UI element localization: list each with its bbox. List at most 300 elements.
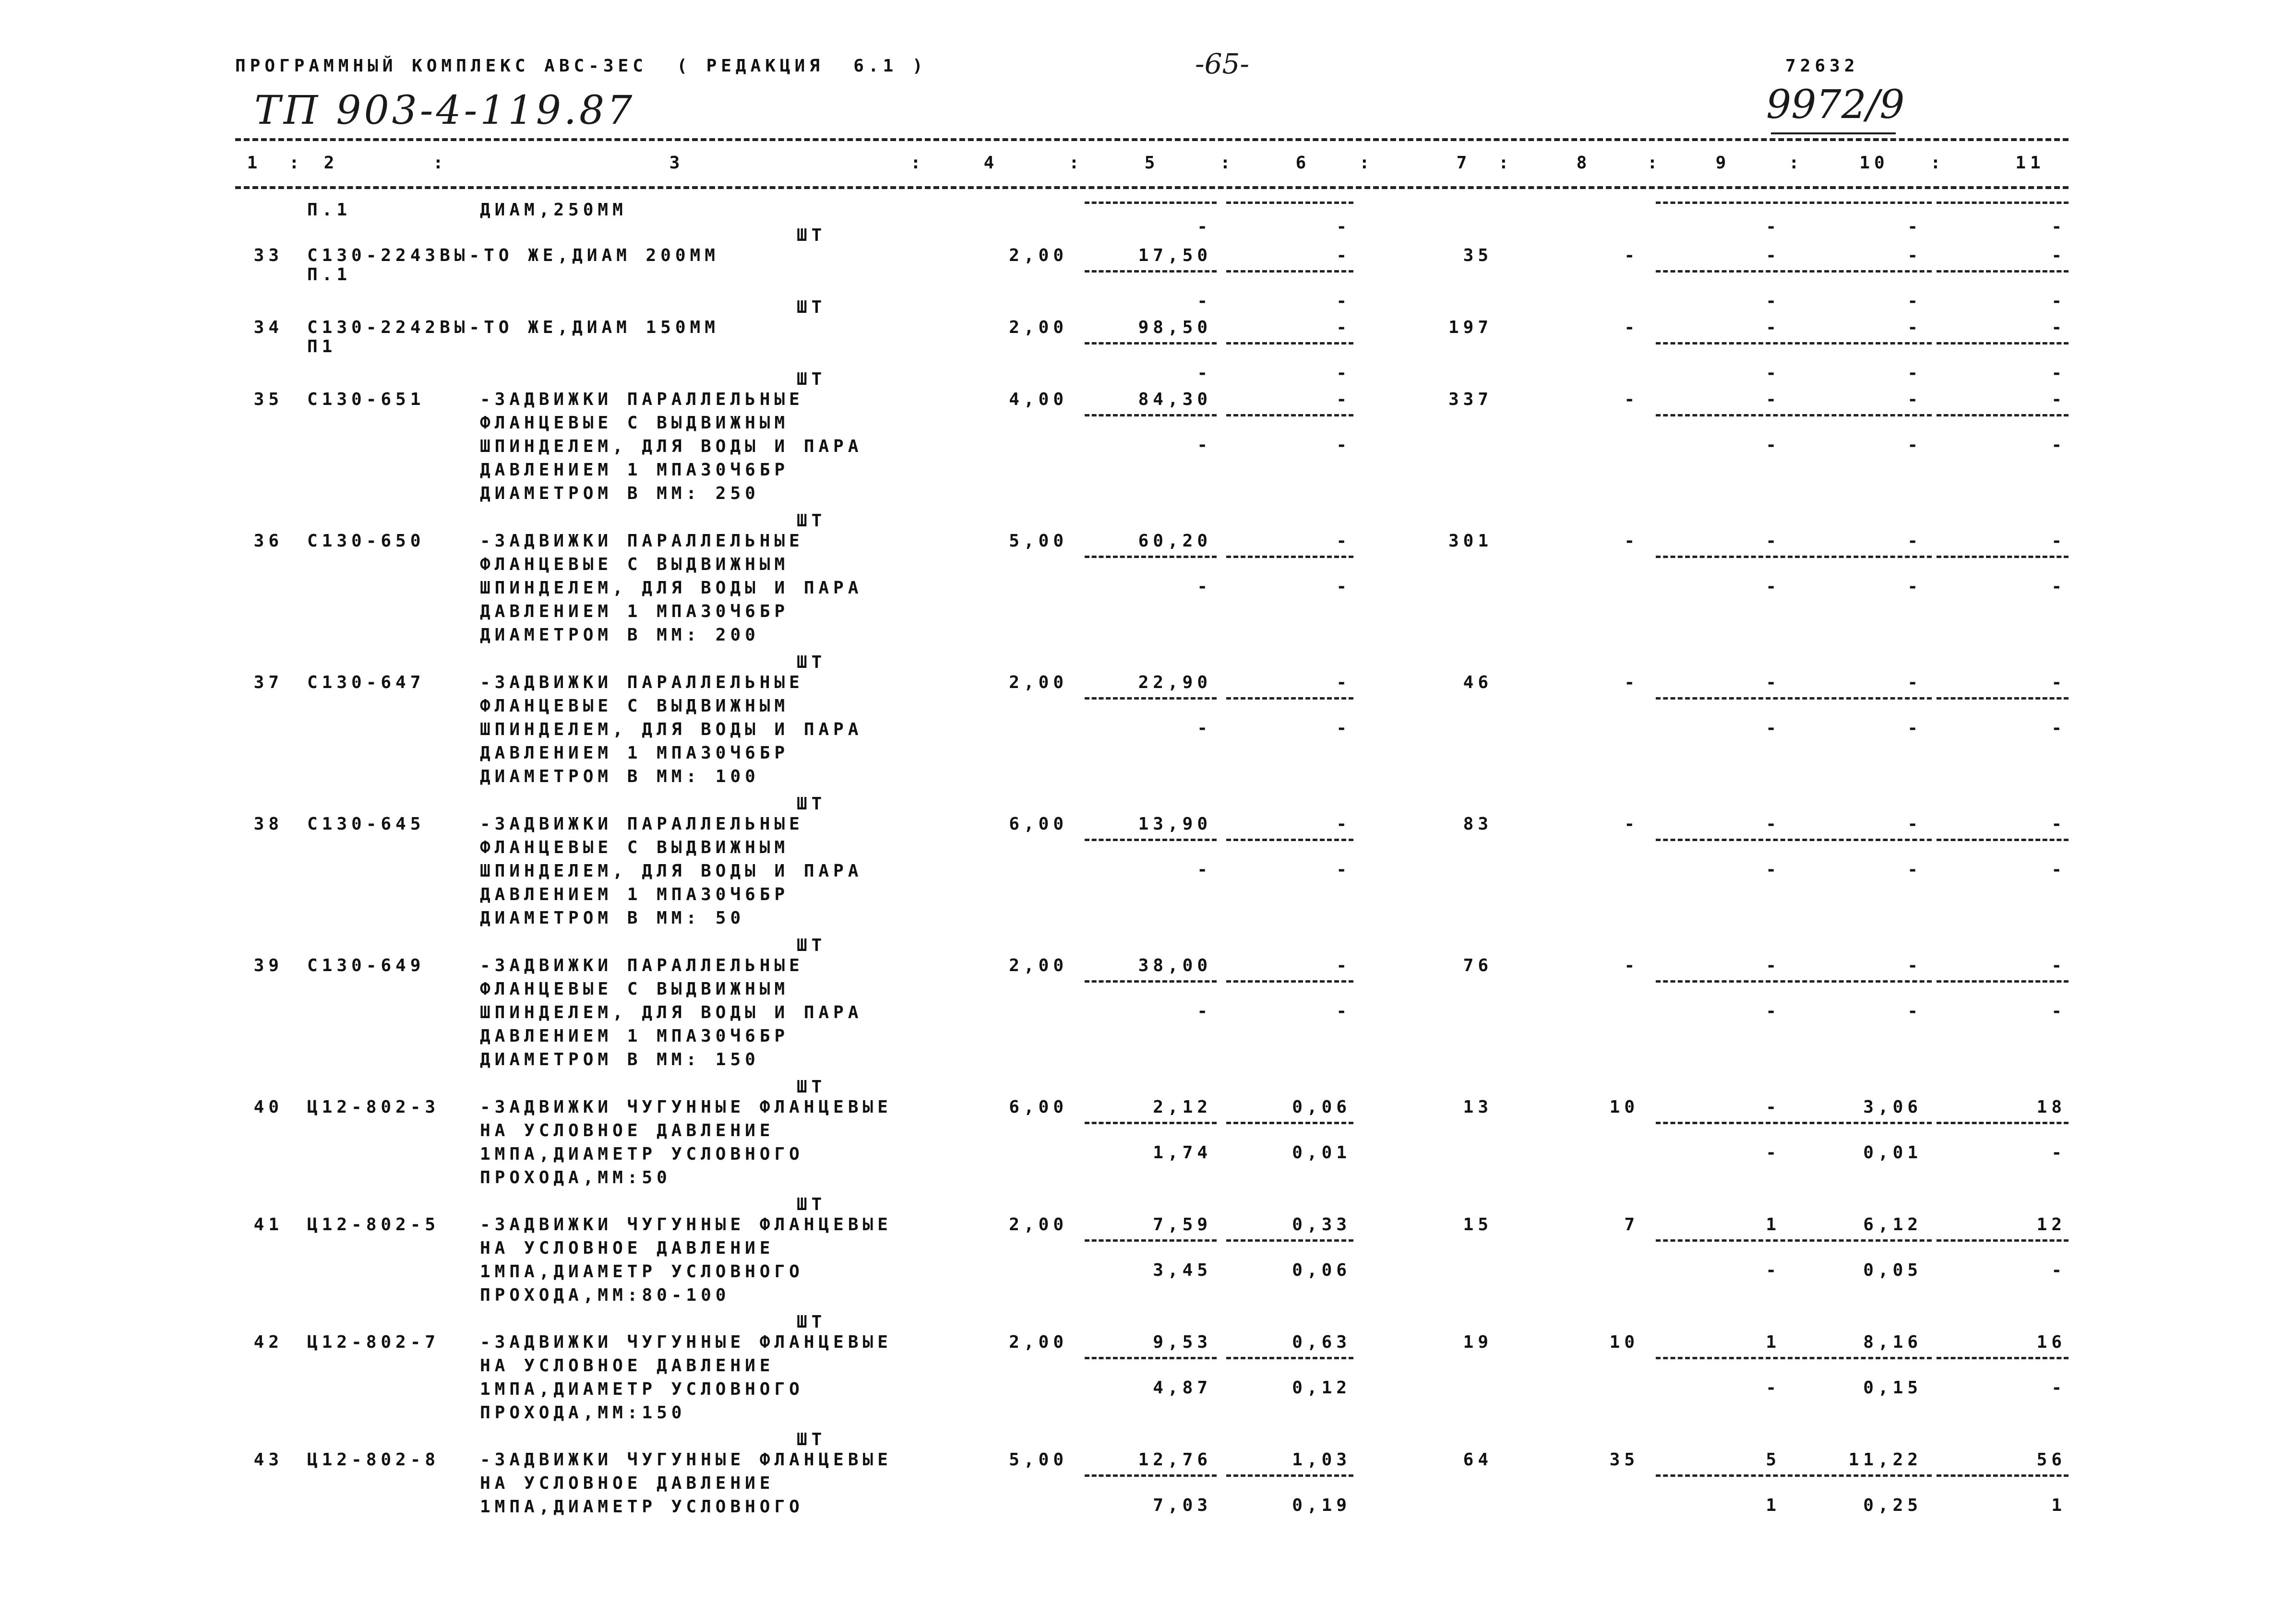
row-description-line: ФЛАНЦЕВЫЕ С ВЫДВИЖНЫМ (480, 838, 789, 857)
cell-quantity: 4,00 (1009, 390, 1068, 409)
column-separator: : (1930, 153, 1945, 173)
cell-col6: 0,63 (1292, 1332, 1351, 1352)
row-number: 33 (253, 246, 283, 265)
cell-col11-secondary: - (2051, 217, 2066, 237)
cell-divider-c6 (1226, 980, 1353, 983)
cell-divider-c11 (1937, 697, 2069, 700)
cell-col9: - (1766, 318, 1781, 337)
cell-col9-secondary: - (1766, 217, 1781, 237)
column-separator: : (1498, 153, 1513, 173)
cell-col11-secondary: - (2051, 1260, 2066, 1280)
column-header-6: 6 (1295, 153, 1311, 173)
row-description-line: 1МПА,ДИАМЕТР УСЛОВНОГО (480, 1379, 804, 1399)
cell-col5-secondary: - (1197, 1001, 1212, 1021)
row-number: 39 (253, 956, 283, 975)
cell-col8: 35 (1609, 1450, 1639, 1470)
cell-col5-secondary: 3,45 (1153, 1260, 1212, 1280)
cell-col5: 13,90 (1138, 814, 1212, 834)
row-description-line: ШПИНДЕЛЕМ, ДЛЯ ВОДЫ И ПАРА (480, 720, 863, 739)
row-description-line: НА УСЛОВНОЕ ДАВЛЕНИЕ (480, 1473, 775, 1493)
row-description-line: ПРОХОДА,ММ:80-100 (480, 1285, 730, 1305)
cell-col10-secondary: 0,25 (1863, 1496, 1922, 1515)
row-number: 37 (253, 673, 283, 692)
cell-quantity: 5,00 (1009, 1450, 1068, 1470)
cell-col8: - (1624, 318, 1639, 337)
cell-divider-c11 (1937, 1122, 2069, 1124)
cell-col10-secondary: - (1907, 1001, 1922, 1021)
cell-divider-c10 (1795, 414, 1932, 416)
cell-col9-secondary: - (1766, 718, 1781, 738)
cell-divider-c9 (1656, 1122, 1793, 1124)
row-description-line: ПРОХОДА,ММ:50 (480, 1168, 671, 1188)
cell-col7: 13 (1463, 1097, 1493, 1117)
column-separator: : (1789, 153, 1804, 173)
cell-divider-c9 (1656, 556, 1793, 558)
cell-col5-secondary: - (1197, 217, 1212, 237)
cell-divider-c11 (1937, 839, 2069, 841)
cell-col10: - (1907, 956, 1922, 975)
row-code: Ц12-802-5 (307, 1215, 440, 1235)
cell-col10: - (1907, 814, 1922, 834)
row-description-line: НА УСЛОВНОЕ ДАВЛЕНИЕ (480, 1121, 775, 1140)
cell-divider-c11 (1937, 980, 2069, 983)
cell-col11: - (2051, 531, 2066, 551)
cell-col7: 197 (1448, 318, 1493, 337)
cell-col6: - (1336, 390, 1351, 409)
cell-col5-secondary: - (1197, 435, 1212, 455)
cell-col5-secondary: - (1197, 577, 1212, 596)
cell-col8: - (1624, 531, 1639, 551)
cell-divider-c9 (1656, 839, 1793, 841)
cell-divider-c5 (1085, 697, 1217, 700)
row-description-line: 1МПА,ДИАМЕТР УСЛОВНОГО (480, 1144, 804, 1164)
row-code: С130-650 (307, 531, 425, 551)
cell-divider-c9 (1656, 414, 1793, 416)
row-code: С130-2243ВЫ-ТО ЖЕ,ДИАМ 200ММ (307, 246, 719, 265)
unit-label: ШТ (797, 794, 826, 814)
cell-divider-c11 (1937, 202, 2069, 204)
cell-divider-c10 (1795, 1239, 1932, 1242)
cell-col7: 46 (1463, 673, 1493, 692)
row-description-line: -ЗАДВИЖКИ ПАРАЛЛЕЛЬНЫЕ (480, 673, 804, 692)
row-number: 38 (253, 814, 283, 834)
cell-col5-secondary: - (1197, 291, 1212, 311)
page-number: -65- (1195, 48, 1249, 80)
project-code: ТП 903-4-119.87 (254, 88, 635, 133)
cell-col6: - (1336, 673, 1351, 692)
cell-col6-secondary: - (1336, 291, 1351, 311)
cell-divider-c6 (1226, 1239, 1353, 1242)
cell-col11: 56 (2036, 1450, 2066, 1470)
row-description-line: ПРОХОДА,ММ:150 (480, 1403, 686, 1423)
cell-col6: 1,03 (1292, 1450, 1351, 1470)
cell-col11-secondary: - (2051, 718, 2066, 738)
row-code: С130-647 (307, 673, 425, 692)
cell-col9-secondary: - (1766, 1260, 1781, 1280)
row-number: 42 (253, 1332, 283, 1352)
row-code: С130-649 (307, 956, 425, 975)
cell-col6-secondary: - (1336, 718, 1351, 738)
cell-col5-secondary: 4,87 (1153, 1378, 1212, 1398)
row-description-line: -ЗАДВИЖКИ ПАРАЛЛЕЛЬНЫЕ (480, 390, 804, 409)
row-description-line: ДИАМЕТРОМ В ММ: 50 (480, 908, 745, 928)
cell-divider-c10 (1795, 697, 1932, 700)
cell-col5-secondary: - (1197, 860, 1212, 879)
row-description-line: ШПИНДЕЛЕМ, ДЛЯ ВОДЫ И ПАРА (480, 1003, 863, 1022)
cell-col9: - (1766, 956, 1781, 975)
cell-col6-secondary: - (1336, 860, 1351, 879)
cell-divider-c10 (1795, 202, 1932, 204)
cell-divider-c9 (1656, 1474, 1793, 1477)
cell-col5: 60,20 (1138, 531, 1212, 551)
unit-label: ШТ (797, 1077, 826, 1097)
column-separator: : (1069, 153, 1084, 173)
row-description-line: 1МПА,ДИАМЕТР УСЛОВНОГО (480, 1497, 804, 1517)
cell-col8: - (1624, 956, 1639, 975)
unit-label: ШТ (797, 1195, 826, 1214)
cell-col5-secondary: 1,74 (1153, 1143, 1212, 1163)
cell-divider-c10 (1795, 342, 1932, 344)
cell-col8: 10 (1609, 1332, 1639, 1352)
row-description-line: ФЛАНЦЕВЫЕ С ВЫДВИЖНЫМ (480, 979, 789, 999)
cell-divider-c6 (1226, 202, 1353, 204)
row-description-line: ДАВЛЕНИЕМ 1 МПА30Ч6БР (480, 602, 789, 621)
cell-divider-c6 (1226, 839, 1353, 841)
cell-col11: - (2051, 318, 2066, 337)
unit-label: ШТ (797, 936, 826, 955)
cell-col10: - (1907, 531, 1922, 551)
cell-col11: 16 (2036, 1332, 2066, 1352)
cell-col11-secondary: - (2051, 435, 2066, 455)
row-number: 41 (253, 1215, 283, 1235)
cell-divider-c9 (1656, 1357, 1793, 1359)
document-code: 72632 (1785, 56, 1859, 76)
cell-divider-c5 (1085, 1357, 1217, 1359)
column-header-11: 11 (2015, 153, 2045, 173)
unit-label: ШТ (797, 511, 826, 531)
cell-col7: 301 (1448, 531, 1493, 551)
cell-col6-secondary: - (1336, 363, 1351, 383)
cell-col6-secondary: - (1336, 577, 1351, 596)
column-separator: : (289, 153, 304, 173)
cell-col9: - (1766, 673, 1781, 692)
cell-quantity: 2,00 (1009, 1332, 1068, 1352)
cell-divider-c5 (1085, 839, 1217, 841)
row-description-line: НА УСЛОВНОЕ ДАВЛЕНИЕ (480, 1356, 775, 1376)
cell-col7: 83 (1463, 814, 1493, 834)
cell-divider-c6 (1226, 1474, 1353, 1477)
cell-col7: 35 (1463, 246, 1493, 265)
cell-divider-c5 (1085, 342, 1217, 344)
row-code: Ц12-802-3 (307, 1097, 440, 1117)
column-header-4: 4 (983, 153, 999, 173)
cell-divider-c10 (1795, 556, 1932, 558)
row-code: Ц12-802-7 (307, 1332, 440, 1352)
column-header-10: 10 (1859, 153, 1889, 173)
cell-col9: - (1766, 1097, 1781, 1117)
row-description-line: ФЛАНЦЕВЫЕ С ВЫДВИЖНЫМ (480, 696, 789, 716)
cell-col11-secondary: - (2051, 291, 2066, 311)
row-number: 40 (253, 1097, 283, 1117)
cell-col10: 3,06 (1863, 1097, 1922, 1117)
cell-col10: 11,22 (1848, 1450, 1922, 1470)
cell-divider-c6 (1226, 1357, 1353, 1359)
cell-col10: 6,12 (1863, 1215, 1922, 1235)
cell-col9-secondary: - (1766, 363, 1781, 383)
cell-col5: 2,12 (1153, 1097, 1212, 1117)
row-description-line: ШПИНДЕЛЕМ, ДЛЯ ВОДЫ И ПАРА (480, 861, 863, 881)
row-description-line: ДАВЛЕНИЕМ 1 МПА30Ч6БР (480, 743, 789, 763)
cell-quantity: 6,00 (1009, 1097, 1068, 1117)
cell-divider-c5 (1085, 202, 1217, 204)
cell-quantity: 5,00 (1009, 531, 1068, 551)
cell-col6-secondary: 0,01 (1292, 1143, 1351, 1163)
row-description-line: ДИАМЕТРОМ В ММ: 150 (480, 1050, 760, 1069)
cell-divider-c5 (1085, 556, 1217, 558)
cell-divider-c11 (1937, 270, 2069, 273)
cell-col9: - (1766, 814, 1781, 834)
cell-divider-c6 (1226, 556, 1353, 558)
cell-col9: - (1766, 246, 1781, 265)
cell-divider-c10 (1795, 1357, 1932, 1359)
cell-divider-c5 (1085, 270, 1217, 273)
cell-col9: - (1766, 531, 1781, 551)
cell-col11: - (2051, 246, 2066, 265)
cell-col5: 12,76 (1138, 1450, 1212, 1470)
cell-col10-secondary: - (1907, 860, 1922, 879)
cell-divider-c10 (1795, 270, 1932, 273)
cell-col5-secondary: 7,03 (1153, 1496, 1212, 1515)
row-description-line: ДАВЛЕНИЕМ 1 МПА30Ч6БР (480, 885, 789, 904)
row-code: П.1 (307, 200, 352, 220)
row-code: С130-2242ВЫ-ТО ЖЕ,ДИАМ 150ММ (307, 318, 719, 337)
unit-label: ШТ (797, 1312, 826, 1332)
cell-col11-secondary: - (2051, 577, 2066, 596)
cell-quantity: 2,00 (1009, 318, 1068, 337)
cell-col11-secondary: - (2051, 860, 2066, 879)
cell-col6: - (1336, 956, 1351, 975)
cell-col9-secondary: - (1766, 1143, 1781, 1163)
cell-col5: 98,50 (1138, 318, 1212, 337)
cell-col7: 15 (1463, 1215, 1493, 1235)
cell-divider-c9 (1656, 697, 1793, 700)
program-header: ПРОГРАММНЫЙ КОМПЛЕКС АВС-ЗЕС ( РЕДАКЦИЯ 6.1 ) (235, 56, 927, 76)
unit-label: ШТ (797, 297, 826, 317)
row-description-line: -ЗАДВИЖКИ ПАРАЛЛЕЛЬНЫЕ (480, 814, 804, 834)
cell-col8: 7 (1624, 1215, 1639, 1235)
column-separator: : (1220, 153, 1235, 173)
cell-col11-secondary: - (2051, 1143, 2066, 1163)
cell-col11: - (2051, 814, 2066, 834)
cell-col5-secondary: - (1197, 363, 1212, 383)
cell-col10-secondary: 0,01 (1863, 1143, 1922, 1163)
row-description-line: -ЗАДВИЖКИ ПАРАЛЛЕЛЬНЫЕ (480, 531, 804, 551)
row-description: ДИАМ,250ММ (480, 200, 627, 220)
cell-col5: 17,50 (1138, 246, 1212, 265)
column-header-5: 5 (1144, 153, 1160, 173)
row-description-line: НА УСЛОВНОЕ ДАВЛЕНИЕ (480, 1238, 775, 1258)
cell-divider-c9 (1656, 202, 1793, 204)
cell-col6-secondary: - (1336, 435, 1351, 455)
cell-quantity: 2,00 (1009, 1215, 1068, 1235)
row-description-line: 1МПА,ДИАМЕТР УСЛОВНОГО (480, 1262, 804, 1282)
row-description-line: ДАВЛЕНИЕМ 1 МПА30Ч6БР (480, 1026, 789, 1046)
row-description-line: ШПИНДЕЛЕМ, ДЛЯ ВОДЫ И ПАРА (480, 578, 863, 598)
unit-label: ШТ (797, 653, 826, 672)
cell-divider-c11 (1937, 556, 2069, 558)
cell-quantity: 2,00 (1009, 956, 1068, 975)
cell-col8: 10 (1609, 1097, 1639, 1117)
cell-divider-c10 (1795, 1474, 1932, 1477)
cell-col8: - (1624, 246, 1639, 265)
column-separator: : (1647, 153, 1662, 173)
cell-col9-secondary: - (1766, 860, 1781, 879)
cell-divider-c6 (1226, 342, 1353, 344)
cell-divider-c5 (1085, 1474, 1217, 1477)
cell-col8: - (1624, 814, 1639, 834)
row-code-ref: П.1 (307, 265, 352, 285)
cell-divider-c11 (1937, 414, 2069, 416)
column-header-9: 9 (1715, 153, 1731, 173)
unit-label: ШТ (797, 369, 826, 389)
cell-divider-c11 (1937, 1357, 2069, 1359)
cell-col11: 18 (2036, 1097, 2066, 1117)
cell-divider-c11 (1937, 342, 2069, 344)
header-rule-bottom (235, 186, 2069, 189)
cell-divider-c6 (1226, 270, 1353, 273)
unit-label: ШТ (797, 226, 826, 245)
cell-col10-secondary: - (1907, 577, 1922, 596)
row-description-line: ШПИНДЕЛЕМ, ДЛЯ ВОДЫ И ПАРА (480, 437, 863, 456)
cell-col11-secondary: - (2051, 363, 2066, 383)
row-description-line: ДИАМЕТРОМ В ММ: 100 (480, 767, 760, 786)
cell-col5: 7,59 (1153, 1215, 1212, 1235)
row-number: 36 (253, 531, 283, 551)
cell-divider-c5 (1085, 1122, 1217, 1124)
cell-divider-c5 (1085, 414, 1217, 416)
cell-col8: - (1624, 390, 1639, 409)
cell-divider-c9 (1656, 270, 1793, 273)
cell-col7: 76 (1463, 956, 1493, 975)
column-header-2: 2 (323, 153, 339, 173)
cell-col10-secondary: - (1907, 217, 1922, 237)
cell-col9-secondary: - (1766, 435, 1781, 455)
cell-col10-secondary: - (1907, 435, 1922, 455)
row-description-line: ФЛАНЦЕВЫЕ С ВЫДВИЖНЫМ (480, 555, 789, 574)
cell-col11-secondary: - (2051, 1001, 2066, 1021)
cell-col10: 8,16 (1863, 1332, 1922, 1352)
cell-col7: 64 (1463, 1450, 1493, 1470)
row-number: 43 (253, 1450, 283, 1470)
cell-col6: - (1336, 814, 1351, 834)
cell-col5: 84,30 (1138, 390, 1212, 409)
cell-col6: - (1336, 531, 1351, 551)
cell-col6-secondary: - (1336, 217, 1351, 237)
cell-divider-c11 (1937, 1239, 2069, 1242)
cell-col8: - (1624, 673, 1639, 692)
row-description-line: -ЗАДВИЖКИ ЧУГУННЫЕ ФЛАНЦЕВЫЕ (480, 1215, 892, 1235)
cell-col9: 1 (1766, 1215, 1781, 1235)
column-header-8: 8 (1576, 153, 1591, 173)
cell-col10-secondary: 0,15 (1863, 1378, 1922, 1398)
cell-col6: 0,06 (1292, 1097, 1351, 1117)
cell-col6: - (1336, 318, 1351, 337)
column-header-7: 7 (1456, 153, 1471, 173)
cell-quantity: 2,00 (1009, 673, 1068, 692)
cell-divider-c11 (1937, 1474, 2069, 1477)
cell-col10: - (1907, 318, 1922, 337)
album-code: 9972/9 (1766, 82, 1905, 128)
cell-col10-secondary: - (1907, 718, 1922, 738)
cell-col5: 22,90 (1138, 673, 1212, 692)
row-description-line: ДИАМЕТРОМ В ММ: 200 (480, 625, 760, 645)
row-description-line: -ЗАДВИЖКИ ЧУГУННЫЕ ФЛАНЦЕВЫЕ (480, 1450, 892, 1470)
cell-col11: - (2051, 390, 2066, 409)
cell-col6-secondary: 0,06 (1292, 1260, 1351, 1280)
cell-divider-c9 (1656, 1239, 1793, 1242)
cell-col11-secondary: 1 (2051, 1496, 2066, 1515)
cell-col6-secondary: 0,19 (1292, 1496, 1351, 1515)
row-description-line: ДАВЛЕНИЕМ 1 МПА30Ч6БР (480, 460, 789, 480)
album-code-underline (1771, 132, 1896, 134)
cell-divider-c10 (1795, 839, 1932, 841)
cell-quantity: 6,00 (1009, 814, 1068, 834)
cell-col11: - (2051, 956, 2066, 975)
cell-divider-c5 (1085, 980, 1217, 983)
cell-col10: - (1907, 673, 1922, 692)
cell-col5: 9,53 (1153, 1332, 1212, 1352)
column-header-3: 3 (669, 153, 684, 173)
cell-divider-c9 (1656, 342, 1793, 344)
column-separator: : (1359, 153, 1374, 173)
column-separator: : (910, 153, 925, 173)
cell-col11-secondary: - (2051, 1378, 2066, 1398)
cell-col9: 5 (1766, 1450, 1781, 1470)
cell-col10: - (1907, 246, 1922, 265)
row-code: С130-645 (307, 814, 425, 834)
cell-col11: 12 (2036, 1215, 2066, 1235)
cell-col6-secondary: - (1336, 1001, 1351, 1021)
cell-col7: 19 (1463, 1332, 1493, 1352)
cell-divider-c5 (1085, 1239, 1217, 1242)
row-description-line: -ЗАДВИЖКИ ЧУГУННЫЕ ФЛАНЦЕВЫЕ (480, 1097, 892, 1117)
cell-col9-secondary: - (1766, 1001, 1781, 1021)
cell-col10: - (1907, 390, 1922, 409)
row-description-line: -ЗАДВИЖКИ ПАРАЛЛЕЛЬНЫЕ (480, 956, 804, 975)
cell-col9-secondary: 1 (1766, 1496, 1781, 1515)
row-description-line: ДИАМЕТРОМ В ММ: 250 (480, 484, 760, 503)
cell-col9-secondary: - (1766, 1378, 1781, 1398)
row-description-line: -ЗАДВИЖКИ ЧУГУННЫЕ ФЛАНЦЕВЫЕ (480, 1332, 892, 1352)
row-number: 34 (253, 318, 283, 337)
unit-label: ШТ (797, 1430, 826, 1449)
cell-col7: 337 (1448, 390, 1493, 409)
cell-col10-secondary: 0,05 (1863, 1260, 1922, 1280)
row-number: 35 (253, 390, 283, 409)
column-separator: : (433, 153, 448, 173)
header-rule-top (235, 138, 2069, 141)
cell-col9-secondary: - (1766, 291, 1781, 311)
cell-divider-c10 (1795, 980, 1932, 983)
cell-col6: - (1336, 246, 1351, 265)
cell-col5: 38,00 (1138, 956, 1212, 975)
cell-col9: - (1766, 390, 1781, 409)
row-code: Ц12-802-8 (307, 1450, 440, 1470)
cell-col9-secondary: - (1766, 577, 1781, 596)
cell-divider-c10 (1795, 1122, 1932, 1124)
cell-col6-secondary: 0,12 (1292, 1378, 1351, 1398)
column-header-1: 1 (247, 153, 262, 173)
